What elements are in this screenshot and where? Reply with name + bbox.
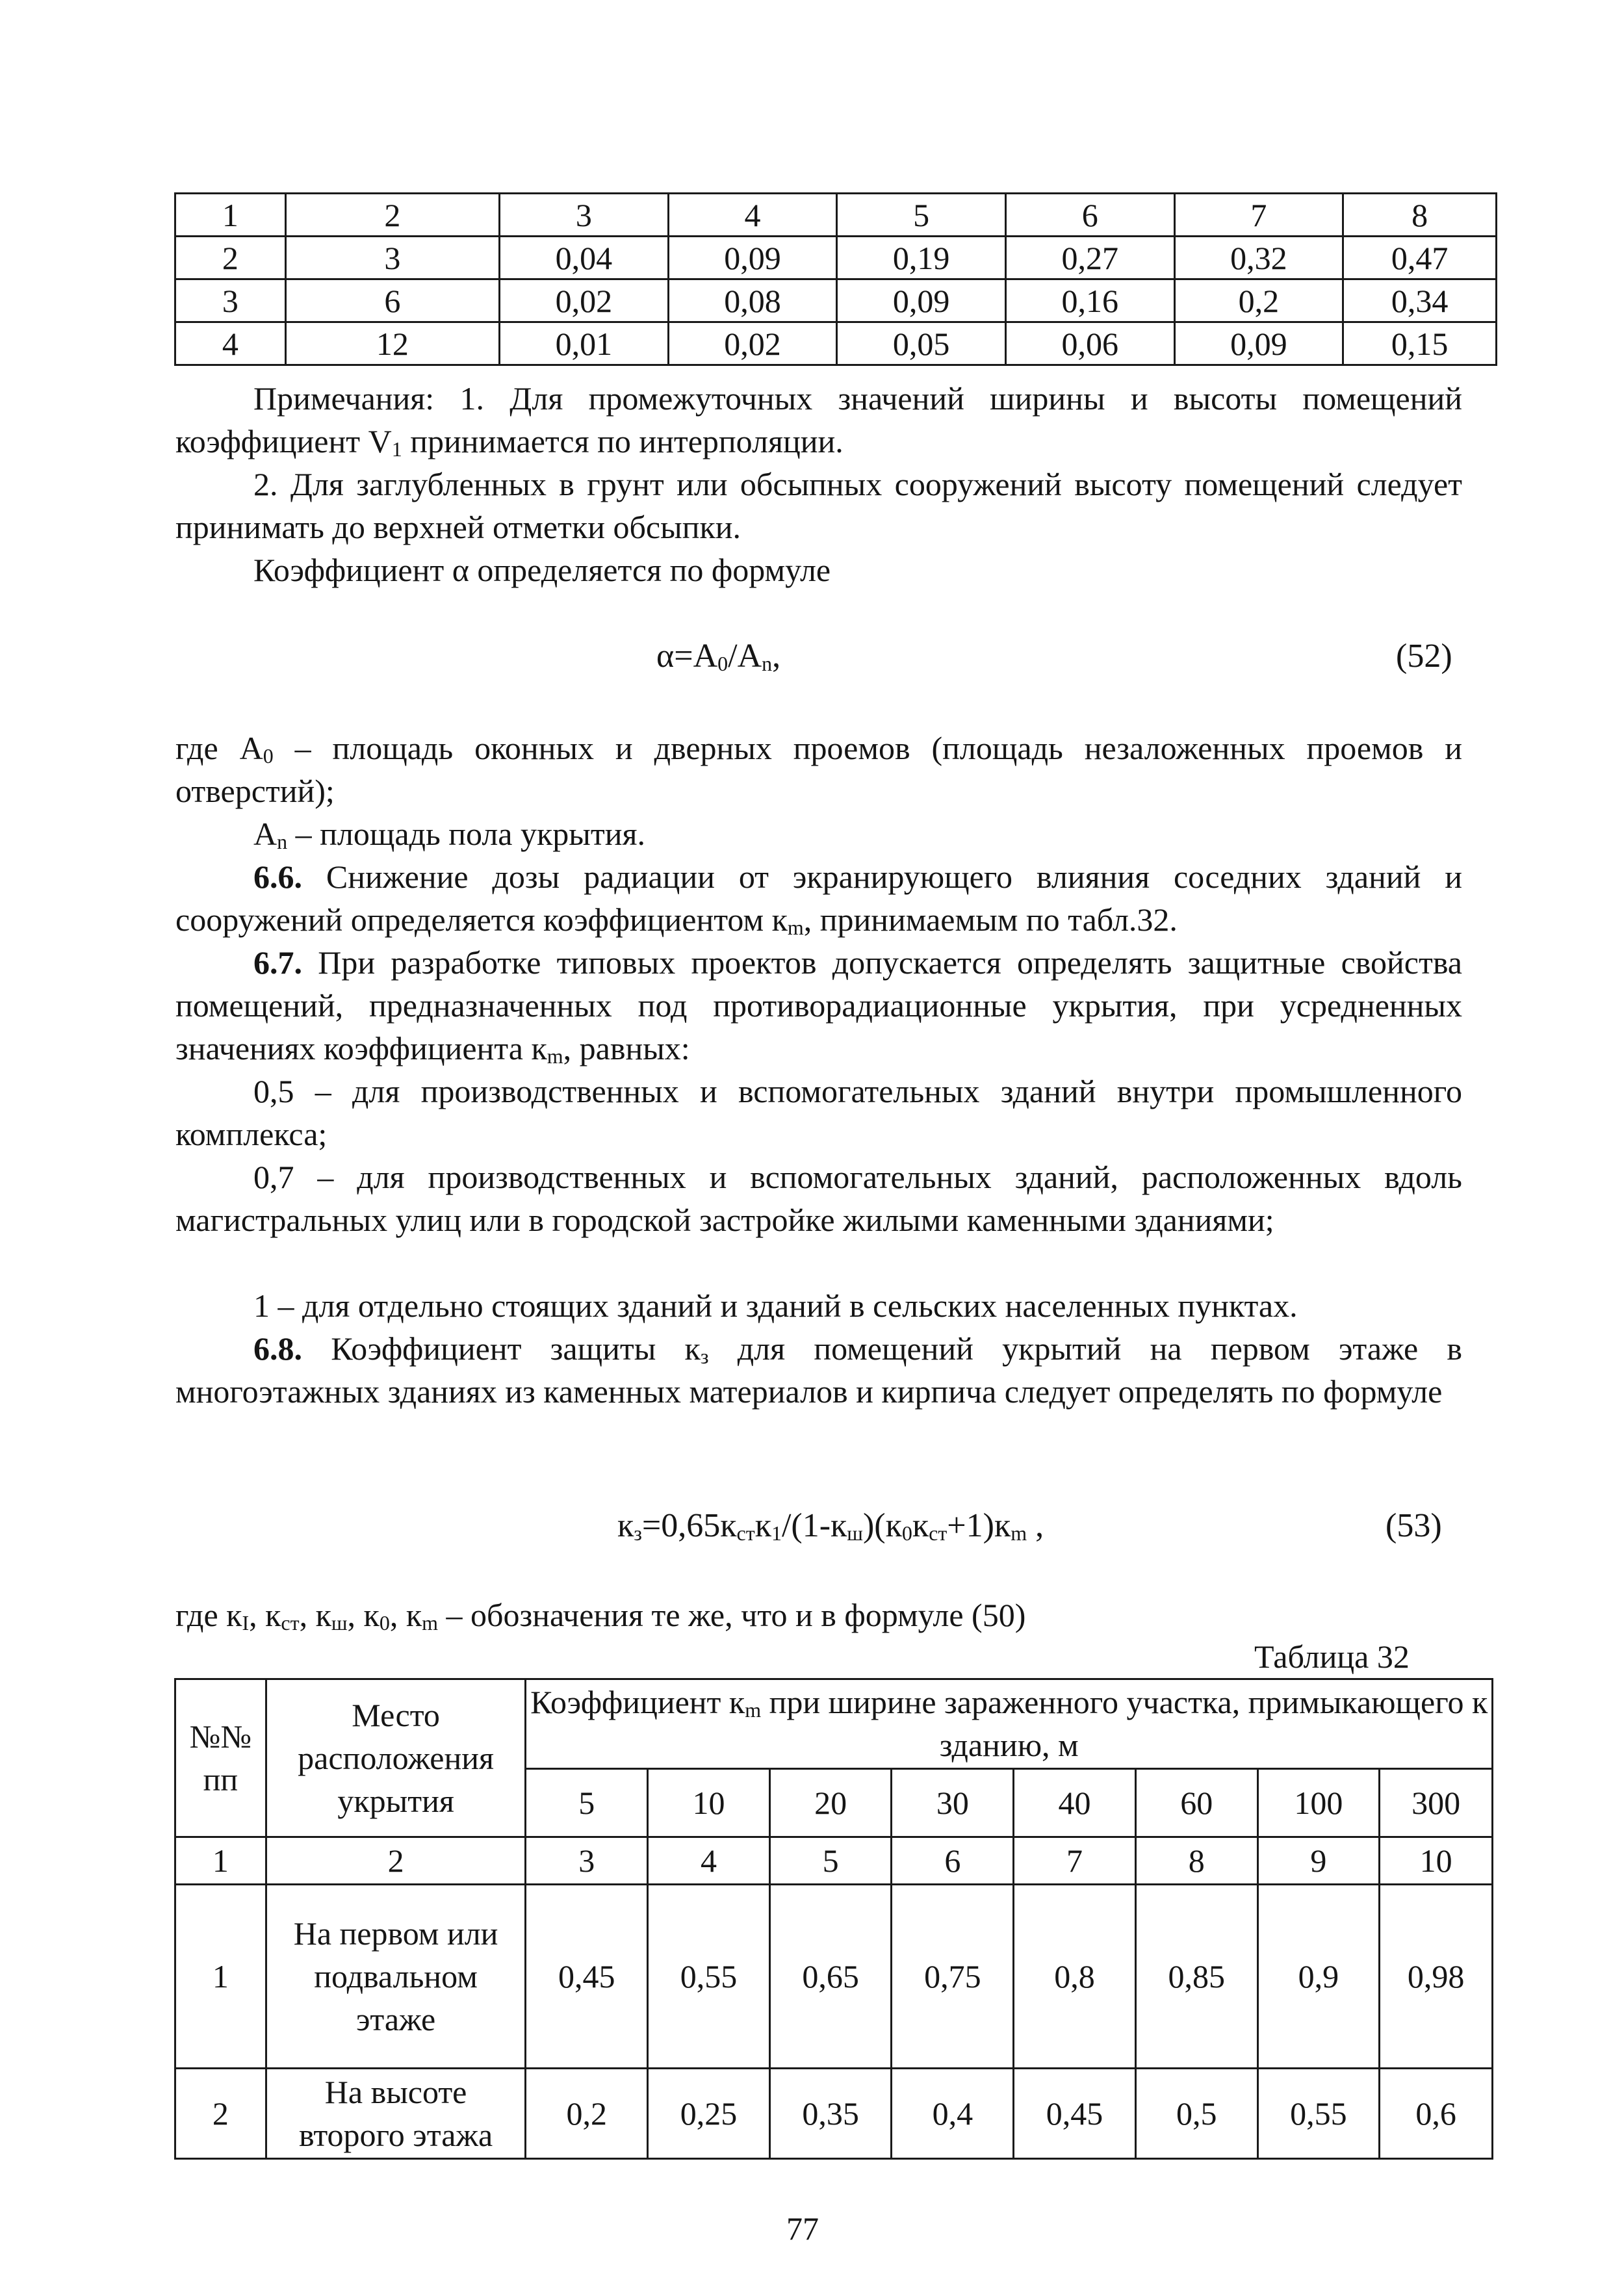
value-cell: 0,85 [1135, 1885, 1257, 2069]
width-header-cell: 60 [1135, 1768, 1257, 1837]
top-table-cell: 0,2 [1174, 279, 1343, 322]
value-cell: 0,9 [1257, 1885, 1380, 2069]
top-table-cell: 0,19 [837, 237, 1006, 279]
formula-53-number: (53) [1386, 1507, 1442, 1544]
top-table-row [175, 237, 1497, 279]
top-table-cell: 0,34 [1343, 279, 1497, 322]
paragraph-6-8: 6.8. Коэффициент защиты $к_з$ для помещений укрытий на первом этаже в многоэтажных зданиях из каменных материалов и кирпича следует определять по формуле [175, 1330, 1462, 1410]
page-number: 77 [786, 2210, 819, 2247]
note-2: 2. Для заглубленных в грунт или обсыпных сооружений высоту помещений следует принимать до верхней отметки обсыпки. [175, 466, 1462, 545]
top-table-cell: 2 [175, 237, 286, 279]
top-table-cell: 6 [1005, 194, 1174, 237]
header-num: №№ пп [175, 1679, 266, 1837]
top-table-cell: 5 [837, 194, 1006, 237]
place-cell: На высоте второго этажа [266, 2069, 526, 2159]
width-header-cell: 30 [892, 1768, 1014, 1837]
value-cell: 0,45 [1014, 2069, 1136, 2159]
value-cell: 0,2 [526, 2069, 648, 2159]
row-number-cell: 1 [175, 1885, 266, 2069]
top-table-cell: 2 [285, 194, 499, 237]
column-number-cell: 4 [648, 1837, 770, 1885]
top-table-cell: 0,09 [1174, 322, 1343, 365]
value-cell: 0,6 [1380, 2069, 1493, 2159]
value-cell: 0,45 [526, 1885, 648, 2069]
note-1: Примечания: 1. Для промежуточных значений ширины и высоты помещений коэффициент $V_1$ принимается по интерполяции. [175, 380, 1462, 461]
top-table-row [175, 322, 1497, 365]
top-table-cell: 3 [500, 194, 669, 237]
value-cell: 0,8 [1014, 1885, 1136, 2069]
width-header-cell: 300 [1380, 1768, 1493, 1837]
where-a0: где $A_0$ – площадь оконных и дверных проемов (площадь незаложенных проемов и отверстий); [175, 730, 1462, 809]
top-table-cell: 7 [1174, 194, 1343, 237]
formula-53: $к_з=0,65к_{ст}к_1/(1-к_ш)(к_0к_{ст}+1)к_m$ , [617, 1507, 1044, 1545]
top-table-cell: 0,02 [668, 322, 837, 365]
top-table-cell: 4 [175, 322, 286, 365]
table-32 [174, 1678, 1493, 2160]
value-cell: 0,5 [1135, 2069, 1257, 2159]
where-53: где $к_I$, $к_{ст}$, $к_ш$, $к_0$, $к_m$ – обозначения те же, что и в формуле (50) [175, 1597, 1026, 1634]
header-coefficient: Коэффициент $к_m$ при ширине зараженного участка, примыкающего к зданию, м [526, 1679, 1493, 1769]
top-table-cell: 6 [285, 279, 499, 322]
where-an: $A_n$ – площадь пола укрытия. [253, 816, 645, 853]
width-header-cell: 10 [648, 1768, 770, 1837]
top-table-cell: 0,27 [1005, 237, 1174, 279]
column-number-cell: 8 [1135, 1837, 1257, 1885]
top-table-cell: 4 [668, 194, 837, 237]
value-cell: 0,4 [892, 2069, 1014, 2159]
top-table-cell: 0,05 [837, 322, 1006, 365]
alpha-intro: Коэффициент α определяется по формуле [253, 552, 831, 588]
top-table-row [175, 194, 1497, 237]
value-cell: 0,55 [1257, 2069, 1380, 2159]
row-number-cell: 2 [175, 2069, 266, 2159]
item-0-5: 0,5 – для производственных и вспомогательных зданий внутри промышленного комплекса; [175, 1073, 1462, 1152]
top-table-cell: 8 [1343, 194, 1497, 237]
top-table-cell: 3 [175, 279, 286, 322]
value-cell: 0,98 [1380, 1885, 1493, 2069]
item-1: 1 – для отдельно стоящих зданий и зданий в сельских населенных пунктах. [253, 1287, 1298, 1324]
column-number-cell: 9 [1257, 1837, 1380, 1885]
top-table-cell: 12 [285, 322, 499, 365]
place-cell: На первом или подвальном этаже [266, 1885, 526, 2069]
top-table-cell: 0,09 [668, 237, 837, 279]
top-table-cell: 0,06 [1005, 322, 1174, 365]
top-table-cell: 0,47 [1343, 237, 1497, 279]
item-0-7: 0,7 – для производственных и вспомогательных зданий, расположенных вдоль магистральных улиц или в городской застройке жилыми каменными зданиями; [175, 1159, 1462, 1238]
value-cell: 0,25 [648, 2069, 770, 2159]
formula-52-number: (52) [1396, 638, 1452, 675]
column-number-cell: 7 [1014, 1837, 1136, 1885]
formula-52: $\alpha=A_0/A_n$, [656, 638, 781, 675]
header-place: Место расположения укрытия [266, 1679, 526, 1837]
column-number-cell: 1 [175, 1837, 266, 1885]
top-table-cell: 0,32 [1174, 237, 1343, 279]
value-cell: 0,35 [769, 2069, 892, 2159]
column-number-cell: 10 [1380, 1837, 1493, 1885]
table-row [175, 1885, 1493, 2069]
top-table-row [175, 279, 1497, 322]
top-table-cell: 1 [175, 194, 286, 237]
width-header-cell: 20 [769, 1768, 892, 1837]
width-header-cell: 5 [526, 1768, 648, 1837]
top-table-cell: 0,01 [500, 322, 669, 365]
column-number-cell: 2 [266, 1837, 526, 1885]
top-table-cell: 0,02 [500, 279, 669, 322]
top-table [174, 192, 1497, 366]
table-32-caption: Таблица 32 [1254, 1638, 1410, 1675]
column-number-cell: 6 [892, 1837, 1014, 1885]
top-table-cell: 3 [285, 237, 499, 279]
paragraph-6-6: 6.6. Снижение дозы радиации от экранирующего влияния соседних зданий и сооружений определяется коэффициентом $к_m$, принимаемым по табл.32. [175, 859, 1462, 939]
column-number-cell: 3 [526, 1837, 648, 1885]
width-header-cell: 100 [1257, 1768, 1380, 1837]
width-header-cell: 40 [1014, 1768, 1136, 1837]
top-table-cell: 0,09 [837, 279, 1006, 322]
value-cell: 0,75 [892, 1885, 1014, 2069]
top-table-cell: 0,16 [1005, 279, 1174, 322]
column-number-cell: 5 [769, 1837, 892, 1885]
value-cell: 0,55 [648, 1885, 770, 2069]
top-table-cell: 0,15 [1343, 322, 1497, 365]
top-table-cell: 0,08 [668, 279, 837, 322]
paragraph-6-7: 6.7. При разработке типовых проектов допускается определять защитные свойства помещений, предназначенных под противорадиационные укрытия, при усредненных значениях коэффициента $к_m$, равных: [175, 944, 1462, 1068]
top-table-cell: 0,04 [500, 237, 669, 279]
table-row [175, 2069, 1493, 2159]
value-cell: 0,65 [769, 1885, 892, 2069]
